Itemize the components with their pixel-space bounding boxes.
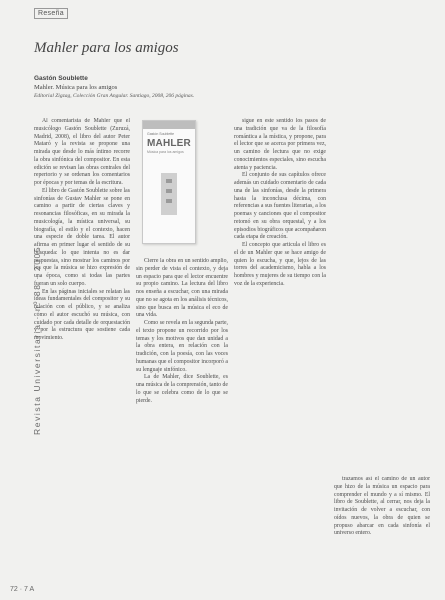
- book-cover-image: [142, 120, 196, 244]
- text-column-3: [234, 118, 326, 558]
- cover-band: [143, 121, 195, 129]
- page-number: 72 · 7 A: [10, 586, 35, 593]
- paragraph: trazamos así el camino de un autor que hizo de la música un espacio para comprender el mundo y a sí mismo. El libro de Soublette, al cerrar, nos deja la invitación de volver a escuchar, con oídos nuevos, la obra de quien se propuso abarcar en cada sinfonía el universo entero.: [334, 476, 430, 537]
- book-title: Mahler. Música para los amigos: [34, 84, 118, 91]
- section-tag: Reseña: [34, 8, 68, 19]
- cover-window: [166, 179, 172, 183]
- cover-author: Gastón Soublette: [147, 132, 175, 136]
- article-title: Mahler para los amigos: [34, 40, 179, 56]
- review-author: Gastón Soublette: [34, 75, 88, 82]
- text-column-4: [334, 476, 430, 566]
- cover-tower-illustration: [161, 173, 177, 215]
- cover-window: [166, 199, 172, 203]
- text-column-2: [136, 258, 228, 558]
- paragraph: La de Mahler, dice Soublette, es una música de la comprensión, tanto de lo que se celebra como de lo que se pierde.: [136, 374, 228, 404]
- cover-subtitle: Música para los amigos: [147, 150, 184, 154]
- text-column-1: [34, 118, 130, 558]
- paragraph: En las páginas iniciales se relatan las ideas fundamentales del compositor y su relación con el público, y se analiza cómo el autor escuchó su música, con cuidado por cada detalle de orquestación y por la estructura que sostiene cada movimiento.: [34, 288, 130, 341]
- cover-title: MAHLER: [147, 138, 191, 149]
- paragraph: Como se revela en la segunda parte, el texto propone un recorrido por los temas y los motivos que dan unidad a la obra entera, en relación con la tradición, con la poesía, con las voces humanas que el compositor incorporó a su lenguaje sinfónico.: [136, 320, 228, 373]
- journal-spine-text: Revista Universitaria · nº 88 · 2005: [32, 245, 42, 435]
- paragraph: El concepto que articula el libro es el de un Mahler que se hace amigo de quien lo escucha, y que, lejos de las torres del academicismo, habla a los hombres y mujeres de su tiempo con la voz de la experiencia.: [234, 242, 326, 287]
- paragraph: sigue en este sentido los pasos de una tradición que va de la filosofía romántica a la mística, y propone, para el lector que se acerca por primera vez, un camino de lectura que no exige conocimientos especiales, sino escucha atenta y paciencia.: [234, 118, 326, 171]
- paragraph: Al comentarista de Mahler que el musicólogo Gastón Soublette (Zuruzá, Madrid, 2008), el libro del autor Peter Mataró y la revista se propone una mirada que desde lo más íntimo recorre la obra sinfónica del compositor. En esta edición se revisan las obras centrales del repertorio y se ordenan los comentarios por épocas y por temas de la escritura.: [34, 118, 130, 186]
- book-meta: Editorial Zigzag, Colección Gran Angular. Santiago, 2008, 206 páginas.: [34, 93, 195, 99]
- cover-window: [166, 189, 172, 193]
- paragraph: Cierre la obra en un sentido amplio, sin perder de vista el contexto, y deja un espacio para que el lector encuentre su propio camino. La lectura del libro nos enseña a escuchar, con una mirada que no se agota en los análisis técnicos, sino que busca en la música el eco de una vida.: [136, 258, 228, 319]
- paragraph: El libro de Gastón Soublette sobre las sinfonías de Gustav Mahler se pone en camino a partir de ciertas claves y resonancias filosóficas, en su mirada la musicología, la mística universal, su biografía, el estilo y el contexto, hacen una especie de doble tarea. El autor afirma en primer lugar el sentido de su búsqueda: lo que intenta no es dar respuestas, sino mostrar los caminos por los que la música se hizo expresión de una época, como si todas las partes fueran un solo cuerpo.: [34, 187, 130, 287]
- paragraph: El conjunto de sus capítulos ofrece además un cuidado comentario de cada una de las sinfonías, desde la primera hasta la inconclusa décima, con referencias a sus fuentes literarias, a los poemas y canciones que el compositor retomó en su obra orquestal, y a los episodios biográficos que acompañaron cada etapa de creación.: [234, 172, 326, 241]
